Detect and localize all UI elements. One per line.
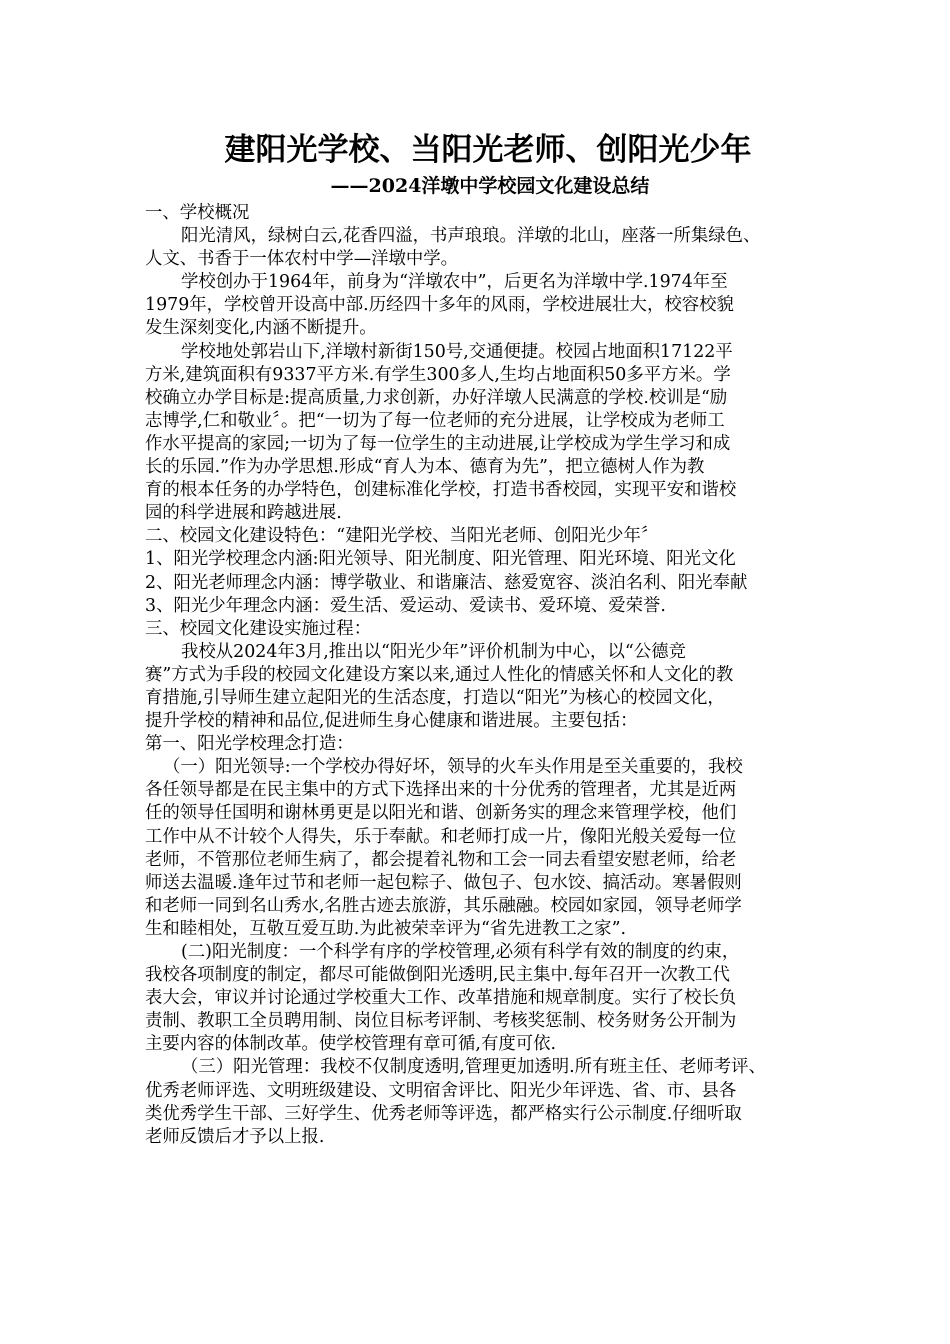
text-line: 校确立办学目标是:提高质量,力求创新，办好洋墩人民满意的学校.校训是“励	[145, 387, 728, 408]
text-line: 责制、教职工全员聘用制、岗位目标考评制、考核奖惩制、校务财务公开制为	[145, 1011, 737, 1032]
text-line: 学校创办于1964年，前身为“洋墩农中”，后更名为洋墩中学.1974年至	[181, 272, 728, 293]
text-line: 和老师一同到名山秀水,名胜古迹去旅游，其乐融融。校园如家园，领导老师学	[145, 895, 742, 916]
text-line: 老师，不管那位老师生病了，都会提着礼物和工会一同去看望安慰老师，给老	[145, 849, 737, 870]
paragraph	[145, 641, 825, 733]
text-line: 发生深刻变化,内涵不断提升。	[145, 318, 377, 339]
document-subtitle: ——2024洋墩中学校园文化建设总结	[330, 175, 650, 197]
list-item	[145, 595, 825, 618]
text-line: 优秀老师评选、文明班级建设、文明宿舍评比、阳光少年评选、省、市、县各	[145, 1080, 737, 1101]
text-line: 人文、书香于一体农村中学—洋墩中学。	[145, 249, 459, 270]
paragraph	[145, 1056, 825, 1148]
text-line: 主要内容的体制改革。使学校管理有章可循,有度可依.	[145, 1034, 557, 1055]
text-line: 第一、阳光学校理念打造：	[145, 734, 354, 755]
text-line: （一）阳光领导:一个学校办得好坏，领导的火车头作用是至关重要的，我校	[163, 757, 743, 778]
text-line: 1979年，学校曾开设高中部.历经四十多年的风雨，学校进展壮大，校容校貌	[145, 295, 734, 316]
text-line: 作水平提高的家园;一切为了每一位学生的主动进展,让学校成为学生学习和成	[145, 433, 731, 454]
text-line: 任的领导任国明和谢林勇更是以阳光和谐、创新务实的理念来管理学校，他们	[145, 803, 737, 824]
text-line: 育措施,引导师生建立起阳光的生活态度，打造以“阳光”为核心的校园文化，	[145, 687, 725, 708]
text-line: 我校各项制度的制定，都尽可能做倒阳光透明,民主集中.每年召开一次教工代	[145, 965, 730, 986]
text-line: 学校地处郭岩山下,洋墩村新街150号,交通便捷。校园占地面积17122平	[181, 341, 733, 362]
section-heading	[145, 202, 825, 225]
text-line: 师送去温暖.逢年过节和老师一起包粽子、做包子、包水饺、搞活动。寒暑假则	[145, 872, 742, 893]
text-line: 1、阳光学校理念内涵:阳光领导、阳光制度、阳光管理、阳光环境、阳光文化	[145, 549, 736, 570]
section-heading	[145, 618, 825, 641]
document-body	[145, 202, 825, 1149]
text-line: 3、阳光少年理念内涵：爱生活、爱运动、爱读书、爱环境、爱荣誉.	[145, 595, 666, 616]
text-line: （三）阳光管理：我校不仅制度透明,管理更加透明.所有班主任、老师考评、	[181, 1057, 766, 1078]
text-line: 赛”方式为手段的校园文化建设方案以来,通过人性化的情感关怀和人文化的教	[145, 664, 734, 685]
text-line: (二)阳光制度：一个科学有序的学校管理,必须有科学有效的制度的约束，	[181, 942, 740, 962]
text-line: 三、校园文化建设实施过程：	[145, 618, 372, 639]
text-line: 长的乐园.”作为办学思想.形成“育人为本、德育为先”，把立德树人作为教	[145, 457, 705, 478]
list-item	[145, 572, 825, 595]
text-line: 方米,建筑面积有9337平方米.有学生300多人,生均占地面积50多平方米。学	[145, 364, 731, 385]
text-line: 生和睦相处，互敬互爱互助.为此被荣幸评为“省先进教工之家”.	[145, 918, 626, 939]
section-heading	[145, 525, 825, 548]
document-page	[145, 128, 825, 1149]
section-heading	[145, 733, 825, 756]
paragraph	[145, 941, 825, 1056]
text-line: 表大会，审议并讨论通过学校重大工作、改革措施和规章制度。实行了校长负	[145, 988, 737, 1009]
paragraph	[145, 341, 825, 526]
list-item	[145, 548, 825, 571]
text-line: 一、学校概况	[145, 203, 250, 223]
text-line: 工作中从不计较个人得失，乐于奉献。和老师打成一片，像阳光般关爱每一位	[145, 826, 737, 847]
text-line: 阳光清风，绿树白云,花香四溢，书声琅琅。洋墩的北山，座落一所集绿色、	[181, 226, 761, 247]
text-line: 2、阳光老师理念内涵：博学敬业、和谐廉洁、慈爱宽容、淡泊名利、阳光奉献	[145, 572, 748, 593]
text-line: 各任领导都是在民主集中的方式下选择出来的十分优秀的管理者，尤其是近两	[145, 780, 737, 801]
text-line: 类优秀学生干部、三好学生、优秀老师等评选，都严格实行公示制度.仔细听取	[145, 1103, 742, 1124]
text-line: 志博学,仁和敬业〞。把“一切为了每一位老师的充分进展，让学校成为老师工	[145, 410, 725, 431]
document-title: 建阳光学校、当阳光老师、创阳光少年	[224, 132, 752, 168]
text-line: 园的科学进展和跨越进展.	[145, 503, 342, 524]
text-line: 二、校园文化建设特色：“建阳光学校、当阳光老师、创阳光少年〞	[145, 526, 659, 547]
text-line: 提升学校的精神和品位,促进师生身心健康和谐进展。主要包括：	[145, 711, 638, 732]
paragraph	[145, 225, 825, 271]
paragraph	[145, 271, 825, 340]
text-line: 老师反馈后才予以上报.	[145, 1126, 325, 1147]
text-line: 我校从2024年3月,推出以“阳光少年”评价机制为中心，以“公德竞	[181, 641, 686, 662]
paragraph	[145, 756, 825, 941]
text-line: 育的根本任务的办学特色，创建标准化学校，打造书香校园，实现平安和谐校	[145, 480, 737, 501]
